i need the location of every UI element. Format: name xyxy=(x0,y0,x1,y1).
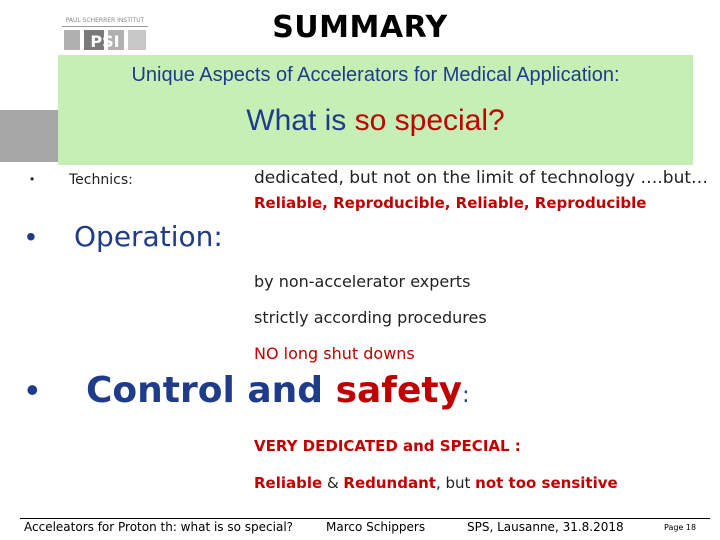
control-line2-d: , but xyxy=(435,474,476,492)
control-line2-b: & xyxy=(322,474,344,492)
operation-item: NO long shut downs xyxy=(254,344,415,363)
control-label-part2: safety xyxy=(335,370,463,411)
question-part1: What is xyxy=(246,104,355,137)
technics-bullet: • xyxy=(30,172,35,186)
operation-item: strictly according procedures xyxy=(254,308,487,327)
footer-divider xyxy=(20,518,710,519)
header-subtitle: Unique Aspects of Accelerators for Medical Application: xyxy=(131,64,620,86)
logo-mark: PSI xyxy=(90,32,120,51)
control-line1: VERY DEDICATED and SPECIAL : xyxy=(254,437,521,455)
footer-author: Marco Schippers xyxy=(326,520,426,534)
operation-bullet: • xyxy=(26,221,36,252)
control-label-colon: : xyxy=(462,383,470,408)
control-line2-c: Redundant xyxy=(343,474,436,492)
operation-item: by non-accelerator experts xyxy=(254,272,471,291)
footer-page-number: Page 18 xyxy=(664,523,697,532)
control-line2-e: not too sensitive xyxy=(475,474,618,492)
grey-decoration xyxy=(0,110,58,162)
control-heading xyxy=(86,370,469,411)
page-title: SUMMARY xyxy=(272,10,448,45)
technics-line2: Reliable, Reproducible, Reliable, Reproducible xyxy=(254,194,647,212)
operation-label: Operation: xyxy=(74,220,223,253)
control-bullet: • xyxy=(26,369,39,410)
footer-title: Acceleators for Proton th: what is so special? xyxy=(24,520,294,534)
header-question xyxy=(58,104,693,138)
control-line2 xyxy=(254,474,618,492)
technics-line1: dedicated, but not on the limit of technology ….but… xyxy=(254,168,709,188)
logo-top-text: PAUL SCHERRER INSTITUT xyxy=(65,17,145,24)
technics-label: Technics: xyxy=(69,172,133,188)
control-line2-a: Reliable xyxy=(254,474,323,492)
question-part2: so special? xyxy=(354,104,505,137)
footer-event: SPS, Lausanne, 31.8.2018 xyxy=(467,520,624,534)
control-label-part1: Control and xyxy=(86,370,336,411)
